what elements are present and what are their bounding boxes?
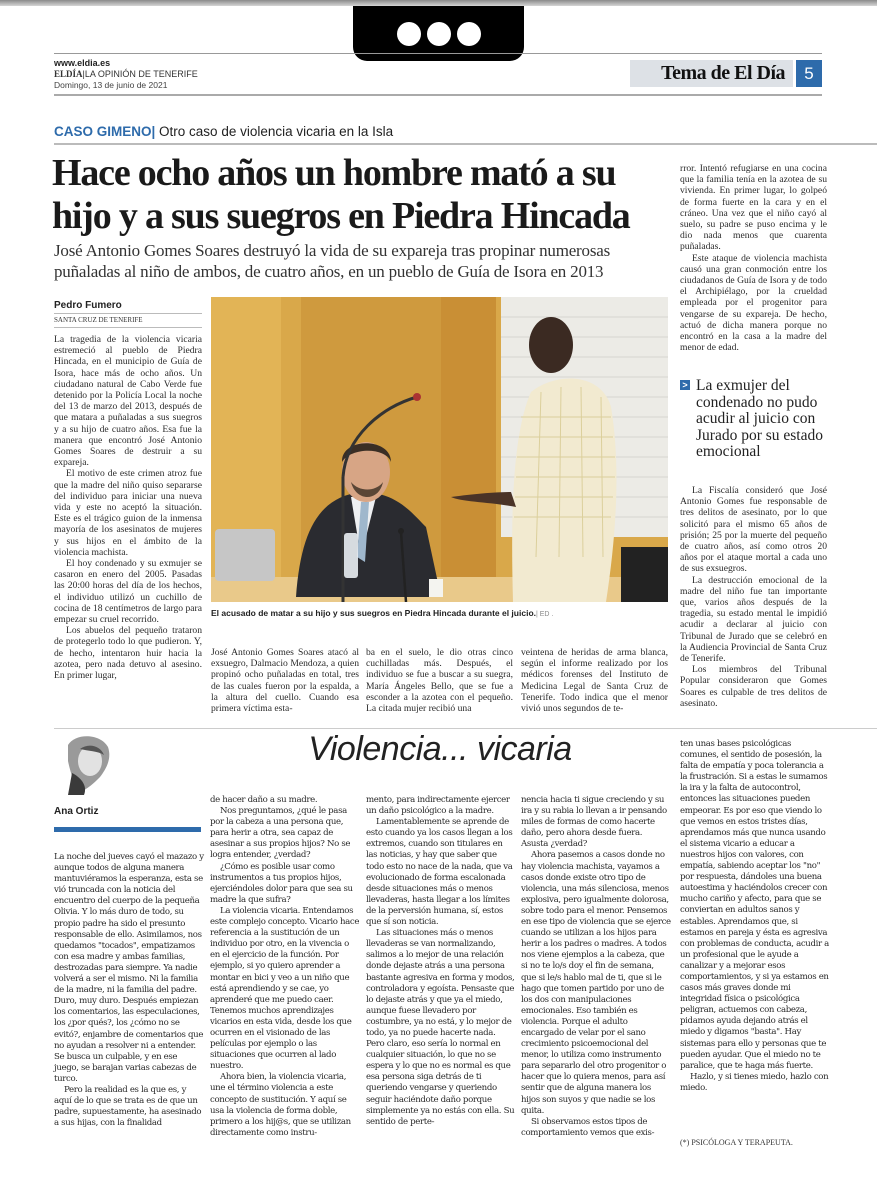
masthead-rule: [54, 53, 822, 54]
paragraph: Los abuelos del pequeño trataron de protegerlo todo lo que pudieron. Y, de hecho, intentaron huir hacia la azotea, pero nada detuvo al asesino. En primer lugar,: [54, 625, 202, 682]
paragraph: Este ataque de violencia machista causó una gran conmoción entre los ciudadanos de Guía de Isora y de todo el Archipiélago, por la crueldad empleada por el progenitor para vengarse de su expareja. De hecho, actuó de dicha manera porque no encontró en la casa a la madre del menor de edad.: [680, 252, 827, 354]
kicker-rule: [54, 143, 877, 145]
issue-date: Domingo, 13 de junio de 2021: [54, 80, 168, 90]
opinion-column-2: [210, 795, 360, 1139]
paragraph: rror. Intentó refugiarse en una cocina que la familia tenía en la azotea de su vivienda. En primer lugar, lo golpeó de forma fuerte en la cara y en el cráneo. Una vez que el niño cayó al suelo, su padre se puso encima y le dio nada menos que cuarenta puñaladas.: [680, 163, 827, 253]
paragraph: La tragedia de la violencia vicaria estremeció al pueblo de Piedra Hincada, en el municipio de Guía de Isora, hace más de ocho años. Un ciudadano natural de Cabo Verde fue detenido por la Policía Local la noche del 13 de marzo del 2013, después de que matara a puñaladas a sus suegros y a su hijo de cuatro años. Esa fue la manera que encontró José Antonio Gomes Soares de destruir a su expareja.: [54, 334, 202, 469]
article-photo: [211, 297, 668, 602]
paragraph: Lamentablemente se aprende de esto cuando ya los casos llegan a los extremos, cuando son titulares en las noticias, y hay que saber que todo esto no nace de la nada, que va evolucionado de forma escalonada desde situaciones más o menos llevaderas, hasta llegar a los límites de la perversión humana, sí, estos que sí son noticia.: [366, 817, 513, 928]
paragraph: La destrucción emocional de la madre del niño fue tan importante que, varios años después de la tragedia, su estado mental le impidió acudir a declarar al juicio con Tribunal de Jurado que se celebró en la Audiencia Provincial de Santa Cruz de Tenerife.: [680, 574, 827, 665]
author-footnote: (*) PSICÓLOGA Y TERAPEUTA.: [680, 1138, 793, 1147]
paragraph: La violencia vicaria. Entendamos este complejo concepto. Vicario hace referencia a la sustitución de un individuo por otro, en la vivencia o en el ejercicio de la función. Por ejemplo, si yo quiero aprender a montar en bici y veo a un niño que está aprendiendo y se cae, yo aprenderé que me puedo caer. Tenemos muchos aprendizajes vicarios en esta vida, desde los que ocurren en el visionado de las películas por ejemplo o las situaciones que ocurren al lado nuestro.: [210, 905, 360, 1072]
masthead-rule-bottom: [54, 94, 822, 96]
section-separator: [54, 728, 877, 729]
article-column-1: [54, 334, 202, 681]
columnist-accent-bar: [54, 827, 201, 832]
paragraph: Nos preguntamos, ¿qué le pasa por la cabeza a una persona que, para herir a otra, sea capaz de asesinar a sus propios hijos? No se logra entender, ¿verdad?: [210, 806, 351, 861]
caption-text: El acusado de matar a su hijo y sus suegros en Piedra Hincada durante el juicio.: [211, 608, 536, 618]
kicker-text: Otro caso de violencia vicaria en la Isla: [155, 124, 394, 139]
opinion-column-1: [54, 852, 204, 1129]
article-kicker: [54, 124, 393, 139]
pull-quote-text: La exmujer del condenado no pudo acudir al juicio con Jurado por su estado emocional: [696, 377, 823, 460]
byline: [54, 300, 202, 328]
section-title: Tema de El Día: [630, 60, 793, 87]
masthead: [54, 58, 198, 91]
page-number: 5: [796, 60, 822, 87]
paper-name: [54, 69, 198, 80]
columnist-name: Ana Ortiz: [54, 806, 99, 817]
paragraph: Los miembros del Tribunal Popular consideraron que Gomes Soares es culpable de tres delitos de asesinato.: [680, 664, 827, 709]
article-column-5-top: [680, 163, 827, 353]
photo-caption: [211, 608, 671, 618]
kicker-tag: CASO GIMENO: [54, 124, 152, 139]
paragraph: La noche del jueves cayó el mazazo y aunque todos de alguna manera mantuviéramos la esperanza, esta se vió truncada con la noticia del encuentro del cuerpo de la pequeña Olivia. Y lo más duro de todo, su propio padre ha sido el presunto responsable de ello. Asimilamos, nos quedamos "tocados", empatizamos con esa madre y ambas familias, destrozadas para siempre. Ya nadie volverá a ser el mismo. Ni la familia de la madre, ni la familia del padre. Duro, muy duro. Después empiezan los comentarios, las especulaciones, los ¿por qués?, los ¿cómo no se evitó?, enjambre de comentarios que no ayudan a resolver ni a entender. Se busca un culpable, y en ese juego, se barajan varias cabezas de turco.: [54, 852, 204, 1084]
paragraph: Pero la realidad es la que es, y aquí de lo que se trata es de que un padre, supuestamente, ha asesinado a sus hijas, con la finalidad: [54, 1084, 202, 1129]
photo-credit: | ED .: [536, 611, 554, 618]
paragraph: José Antonio Gomes Soares atacó al exsuegro, Dalmacio Mendoza, a quien propinó ocho puñaladas en total, tres de las cuales fueron por la espalda, a la altura del cuello. Cuando esa primera víctima esta-: [211, 647, 359, 715]
opinion-title: Violencia... vicaria: [308, 730, 572, 768]
paragraph: Ahora bien, la violencia vicaria, une el término violencia a este concepto de sustitución. Y aquí se usa la violencia de forma doble, primero a los hij@s, que se utilizan directamente como instru-: [210, 1072, 351, 1138]
paper-tagline: |LA OPINIÓN DE TENERIFE: [82, 69, 198, 79]
author-avatar: [60, 733, 116, 795]
paragraph: veintena de heridas de arma blanca, según el informe realizado por los médicos forenses del Instituto de Medicina Legal de Santa Cruz de Tenerife. Todo indica que el menor vivió unos segundos de te-: [521, 647, 668, 715]
article-column-5-bottom: [680, 485, 827, 709]
paragraph: Las situaciones más o menos llevaderas se van normalizando, salimos a lo mejor de una relación donde dejaste atrás a una persona bastante agresiva en forma y modos, controladora y egoísta. Pensaste que lo dejaste atrás y que ya el miedo, aunque fuese llevadero por costumbre, ya no está, y lo mejor de todo, ya no puede hacerte nada. Pero claro, eso sería lo normal en cualquier situación, lo que no se espera y lo que no es normal es que esa persona siga detrás de ti queriendo vengarse y queriendo seguir haciéndote daño porque simplemente ya no estás con ella. Su sentido de perte-: [366, 928, 515, 1127]
kicker-separator: |: [151, 124, 156, 139]
courtroom-photo: [211, 297, 668, 602]
article-headline: Hace ocho años un hombre mató a su hijo y a sus suegros en Piedra Hincada: [52, 152, 630, 237]
paragraph: Hazlo, y si tienes miedo, hazlo con miedo.: [680, 1071, 829, 1093]
paragraph: ba en el suelo, le dio otras cinco cuchilladas más. Después, el individuo se fue a buscar a su suegra, María Ángeles Bello, que se fue a esconder a la azotea con el pequeño. La citada mujer recibió una: [366, 647, 513, 715]
article-column-4: [521, 647, 668, 714]
opinion-column-5: [680, 739, 830, 1094]
paragraph: nencia hacia ti sigue creciendo y su ira y su rabia lo llevan a ir pensando miles de formas de como hacerte daño, pero ahora desde fuera. Asusta ¿verdad?: [521, 795, 667, 850]
site-url: www.eldia.es: [54, 58, 111, 68]
paragraph: La Fiscalía consideró que José Antonio Gomes fue responsable de tres delitos de asesinato, por lo que solicitó para el mismo 65 años de prisión; 25 por la muerte del pequeño de cuatro años, así como otros 20 años por el ataque mortal a cada uno de sus exsuegros.: [680, 485, 827, 575]
opinion-column-3: [366, 795, 516, 1128]
article-column-3: [366, 647, 513, 714]
three-dots-icon: [427, 22, 451, 46]
chevron-right-icon: >: [680, 380, 690, 390]
paper-logo: ELDÍA: [54, 69, 83, 79]
article-column-2: [211, 647, 359, 714]
paragraph: de hacer daño a su madre.: [210, 795, 318, 805]
paragraph: Si observamos estos tipos de comportamiento vemos que exis-: [521, 1116, 655, 1138]
paragraph: Ahora pasemos a casos donde no hay violencia machista, vayamos a casos donde existe otro tipo de violencia, una más silenciosa, menos explosiva, pero igualmente dolorosa, sobre todo para el menor. Pensemos en ese tipo de violencia que se ejerce cuando se utilizan a los hijos para herir a los padres o madres. A todos nos viene ejemplos a la cabeza, que si no te lo/s doy el fin de semana, que si le/s hablo mal de ti, que si le hago que tomen partido por uno de los dos con manipulaciones emocionales. Eso también es violencia. Porque el adulto encargado de velar por el sano crecimiento psicoemocional del menor, lo utiliza como instrumento para separarlo del otro progenitor o hacer que lo quiera menos, para así sentir que de alguna manera los hijos son suyos y que nadie se los quita.: [521, 850, 671, 1116]
article-subhead: José Antonio Gomes Soares destruyó la vida de su expareja tras propinar numerosas puñaladas al niño de ambos, de cuatro años, en un pueblo de Guía de Isora en 2013: [54, 241, 610, 281]
paragraph: El motivo de este crimen atroz fue que la madre del niño quiso separarse del individuo para iniciar una nueva vida y este no aceptó la situación. Este es el trágico guion de la inmensa mayoría de los asesinatos de mujeres y sus hijos en el ámbito de la violencia machista.: [54, 468, 202, 558]
paragraph: ¿Cómo es posible usar como instrumentos a tus propios hijos, ejerciéndoles dolor para que sea su madre la que sufra?: [210, 861, 353, 905]
three-dots-icon: [397, 22, 421, 46]
pull-quote: [677, 378, 827, 461]
opinion-column-4: [521, 795, 671, 1139]
paragraph: mento, para indirectamente ejercer un daño psicológico a la madre.: [366, 795, 510, 817]
paragraph: El hoy condenado y su exmujer se casaron en enero del 2005. Pasadas las 20:00 horas del día de los hechos, el individuo utilizó un cuchillo de cocina de 18 centímetros de largo para empezar su cruel recorrido.: [54, 558, 202, 626]
three-dots-icon: [457, 22, 481, 46]
author-name: Pedro Fumero: [54, 300, 202, 314]
dateline: SANTA CRUZ DE TENERIFE: [54, 314, 202, 328]
paragraph: ten unas bases psicológicas comunes, el sentido de posesión, la falta de empatía y poca tolerancia a la frustración. Si a estas le sumamos la ira y la falta de autocontrol, entonces las situaciones pueden empeorar. Es por eso que viendo lo que vemos en estos tristes días, aprendamos más que nunca usando el sistema vicario a educar a nuestros hijos con valores, con empatía, sabiendo aceptar los "no" por respuesta, dándoles una buena autoestima y haciéndolos crecer con mucho cariño y afecto, para que se conviertan en adultos sanos y estables. Aprendamos que, si estamos en pareja y ésta es agresiva con problemas de conducta, acudir a un profesional que le ayude a canalizar y a mejorar esos comportamientos, y si ya estamos en casos más graves donde mi integridad física o psicológica peligran, actuemos con cabeza, pidamos ayuda dejando atrás el miedo y digamos "basta". Hay sistemas para ello y personas que te pueden ayudar. Que el miedo no te paralice, que te haga más fuerte.: [680, 739, 829, 1071]
author-portrait-icon: [60, 733, 116, 795]
